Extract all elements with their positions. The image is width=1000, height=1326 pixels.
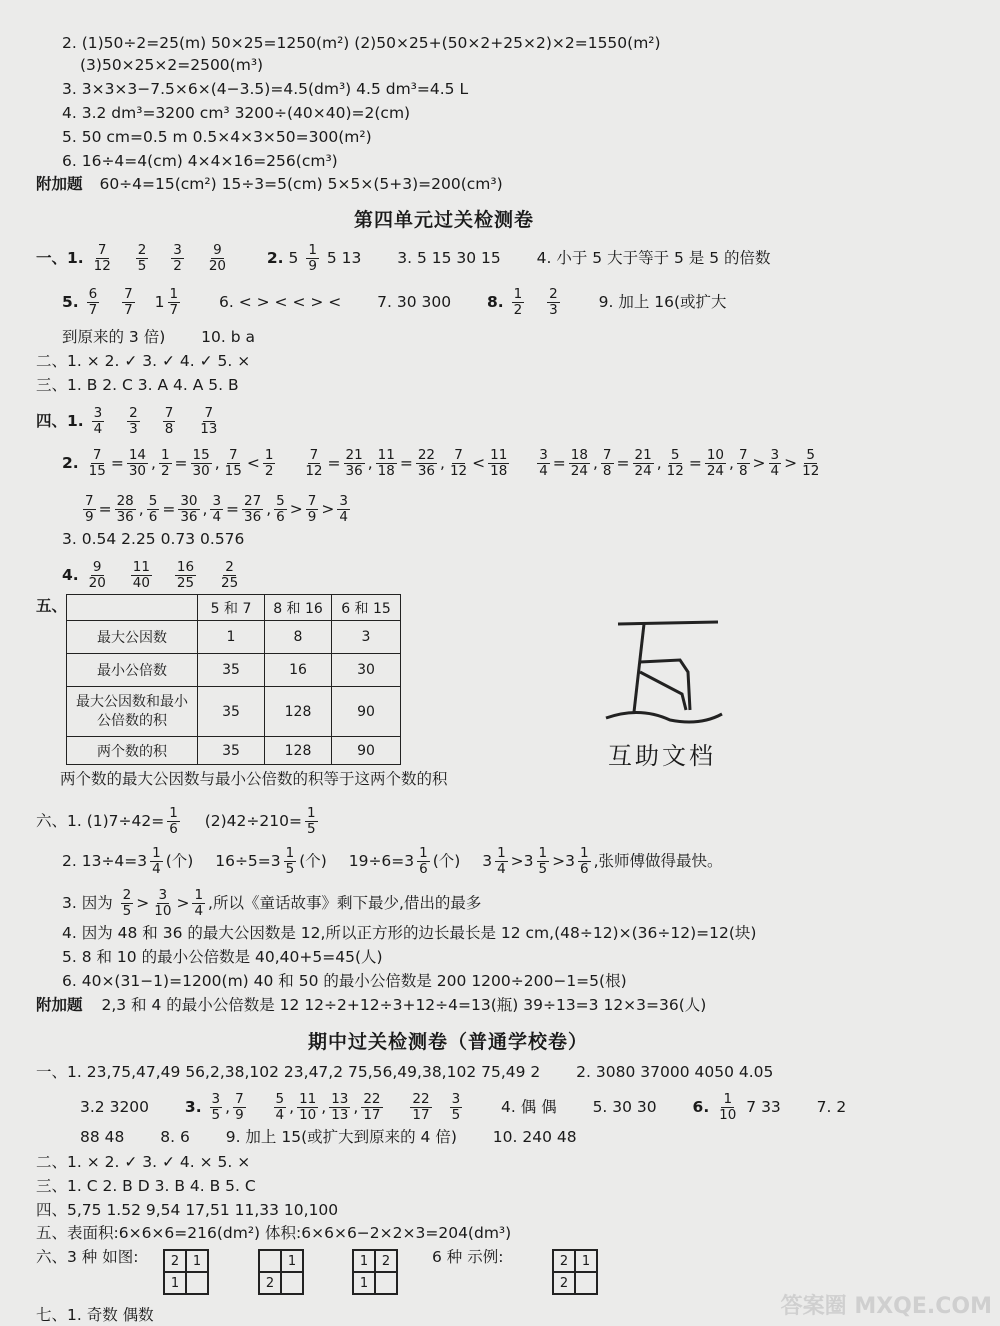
u4-row3 xyxy=(62,328,255,346)
fraction: $\frac{3}{2}$ xyxy=(173,242,182,274)
mid-row2: 3.2 3200 3. $\frac{3}{5}$ , $\frac{7}{9}$ $\frac{5}{4}$ , $\frac{11}{10}$ , $\frac{13}{13}$ , $\frac{22}{17}$ $\frac{22}{17}$ $\frac{3}{5}$ 4. 偶 偶 5. 30 30 6. $\frac{1}{10}$ 7 33 7. 2 xyxy=(80,1091,847,1123)
u4-five-label: 五、 xyxy=(36,597,68,615)
s1-extra xyxy=(36,175,503,193)
table-row: 两个数的积 35 128 90 xyxy=(67,737,401,765)
u4-row1 xyxy=(36,243,771,274)
mid-six-b: 6 种 示例: xyxy=(432,1248,504,1266)
grid-diagram: 1 2 xyxy=(258,1249,304,1295)
fraction: $\frac{7}{13}$ xyxy=(200,405,218,437)
u4-six3: 3. 因为 $\frac{2}{5}$ > $\frac{3}{10}$ > $\frac{1}{4}$ ,所以《童话故事》剩下最少,借出的最多 xyxy=(62,887,482,919)
u4-row2: 5. $\frac{6}{7}$ $\frac{7}{7}$ 1 $\frac{1}{7}$ 6. < > < < > < 7. 30 300 8. $\frac{1}{2}$ $\frac{2}{3}$ 9. 加上 16(或扩大 xyxy=(62,286,727,318)
fraction: $\frac{2}{3}$ xyxy=(129,405,138,437)
u4-six1: 六、1. (1)7÷42= $\frac{1}{6}$ (2)42÷210= $\frac{1}{5}$ xyxy=(36,805,316,837)
s1-line-4: 4. 3.2 dm³=3200 cm³ 3200÷(40×40)=2(cm) xyxy=(62,104,411,122)
u4-four2b: $\frac{7}{9}$ = $\frac{28}{36}$ , $\frac{5}{6}$ = $\frac{30}{36}$ , $\frac{3}{4}$ = $\frac{27}{36}$ , $\frac{5}{6}$ > $\frac{7}{9}$ > $\frac{3}{4}$ xyxy=(85,493,348,525)
u4-four-label: 四、1. xyxy=(36,412,84,430)
fraction: $\frac{2}{3}$ xyxy=(549,286,558,318)
u4-four3: 3. 0.54 2.25 0.73 0.576 xyxy=(62,530,245,548)
mid-one: 一、1. 23,75,47,49 56,2,38,102 23,47,2 75,56,49,38,102 75,49 2 2. 3080 37000 4050 4.05 xyxy=(36,1063,774,1081)
u4-four4: 4. $\frac{9}{20}$ $\frac{11}{40}$ $\frac{16}{25}$ $\frac{2}{25}$ xyxy=(62,559,239,591)
fraction: $\frac{7}{7}$ xyxy=(124,286,133,318)
u4-four2: 2. $\frac{7}{15}$ = $\frac{14}{30}$ , $\frac{1}{2}$ = $\frac{15}{30}$ , $\frac{7}{15}$ < $\frac{1}{2}$ $\frac{7}{12}$ = $\frac{21}{36}$ , $\frac{11}{18}$ = $\frac{22}{36}$ , $\frac{7}{12}$ < $\frac{11}{18}$ $\frac{3}{4}$ = $\frac{18}{24}$ , $\frac{7}{8}$ = $\frac{21}{24}$ , $\frac{5}{12}$ = $\frac{10}{24}$ , $\frac{7}{8}$ > $\frac{3}{4}$ > $\frac{5}{12}$ xyxy=(62,447,820,479)
mid-three: 三、1. C 2. B D 3. B 4. B 5. C xyxy=(36,1177,256,1195)
s1-line-5: 5. 50 cm=0.5 m 0.5×4×3×50=300(m²) xyxy=(62,128,372,146)
fraction: $\frac{1}{7}$ xyxy=(169,286,179,318)
u4-q4: 4. 小于 5 大于等于 5 是 5 的倍数 xyxy=(536,249,771,267)
u4-six2: 2. 13÷4=3 $\frac{1}{4}$ (个) 16÷5=3 $\frac{1}{5}$ (个) 19÷6=3 $\frac{1}{6}$ (个) 3 $\frac{1}{4}$ >3 $\frac{1}{5}$ >3 $\frac{1}{6}$ ,张师傅做得最快。 xyxy=(62,845,723,877)
u4-four2-label: 2. xyxy=(62,454,79,472)
mid-five: 五、表面积:6×6×6=216(dm²) 体积:6×6×6−2×2×3=204(dm³) xyxy=(36,1224,512,1242)
mid-title: 期中过关检测卷（普通学校卷） xyxy=(308,1031,589,1053)
grid-diagram: 2 1 1 xyxy=(163,1249,209,1295)
s1-line-6: 6. 16÷4=4(cm) 4×4×16=256(cm³) xyxy=(62,152,338,170)
u4-extra: 附加题 2,3 和 4 的最小公倍数是 12 12÷2+12÷3+12÷4=13(瓶) 39÷13=3 12×3=36(人) xyxy=(36,996,707,1014)
fraction: $\frac{7}{12}$ xyxy=(93,242,111,274)
u4-q9: 9. 加上 16(或扩大 xyxy=(598,293,727,311)
mid-seven: 七、1. 奇数 偶数 xyxy=(36,1306,154,1324)
u4-six4: 4. 因为 48 和 36 的最大公因数是 12,所以正方形的边长最长是 12 cm,(48÷12)×(36÷12)=12(块) xyxy=(62,924,757,942)
fraction: $\frac{2}{5}$ xyxy=(137,242,147,274)
u4-four1 xyxy=(36,406,222,437)
mid-four: 四、5,75 1.52 9,54 17,51 11,33 10,100 xyxy=(36,1201,339,1219)
u4-q3: 3. 5 15 30 15 xyxy=(397,249,501,267)
s1-line-2a: 2. (1)50÷2=25(m) 50×25=1250(m²) (2)50×25+(50×2+25×2)×2=1550(m²) xyxy=(62,34,661,52)
watermark-text: 互助文档 xyxy=(608,742,716,770)
corner-watermark: 答案圈 MXQE.COM xyxy=(780,1294,992,1319)
extra-label: 附加题 xyxy=(36,175,83,193)
u4-q2-a: 5 xyxy=(288,249,299,267)
u4-q9b: 到原来的 3 倍) xyxy=(62,328,166,346)
u4-one-label: 一、1. xyxy=(36,249,84,267)
watermark-glyph-icon xyxy=(600,614,740,734)
fraction: $\frac{1}{9}$ xyxy=(308,242,317,274)
u4-four4-label: 4. xyxy=(62,566,79,584)
fraction: $\frac{3}{4}$ xyxy=(93,405,103,437)
grid-diagram: 1 2 1 xyxy=(352,1249,398,1295)
u4-q8-label: 8. xyxy=(487,293,504,311)
u4-two: 二、1. × 2. ✓ 3. ✓ 4. ✓ 5. × xyxy=(36,352,251,370)
s1-line-3: 3. 3×3×3−7.5×6×(4−3.5)=4.5(dm³) 4.5 dm³=4.5 L xyxy=(62,80,469,98)
fraction: $\frac{7}{8}$ xyxy=(164,405,174,437)
u4-three: 三、1. B 2. C 3. A 4. A 5. B xyxy=(36,376,239,394)
u4-q7: 7. 30 300 xyxy=(377,293,452,311)
mid-six-a: 六、3 种 如图: xyxy=(36,1248,139,1266)
u4-q2-b: 5 13 xyxy=(326,249,362,267)
fraction: $\frac{9}{20}$ xyxy=(208,242,226,274)
fraction: $\frac{1}{2}$ xyxy=(513,286,523,318)
u4-q10: 10. b a xyxy=(201,328,255,346)
table-row: 最大公因数和最小公倍数的积 35 128 90 xyxy=(67,687,401,737)
u4-q6: 6. < > < < > < xyxy=(219,293,342,311)
mid-two: 二、1. × 2. ✓ 3. ✓ 4. × 5. × xyxy=(36,1153,251,1171)
s1-line-2b: (3)50×25×2=2500(m³) xyxy=(80,56,264,74)
extra-text: 60÷4=15(cm²) 15÷3=5(cm) 5×5×(5+3)=200(cm³) xyxy=(99,175,503,193)
table-row: 最小公倍数 35 16 30 xyxy=(67,654,401,687)
grid-diagram: 2 1 2 xyxy=(552,1249,598,1295)
unit4-title: 第四单元过关检测卷 xyxy=(354,209,535,231)
u4-five-note: 两个数的最大公因数与最小公倍数的积等于这两个数的积 xyxy=(60,770,448,788)
watermark-logo xyxy=(600,614,740,774)
mid-row3: 88 48 8. 6 9. 加上 15(或扩大到原来的 4 倍) 10. 240 48 xyxy=(80,1128,577,1146)
u4-six6: 6. 40×(31−1)=1200(m) 40 和 50 的最小公倍数是 200 1200÷200−1=5(根) xyxy=(62,972,627,990)
u4-q5-label: 5. xyxy=(62,293,79,311)
fraction: $\frac{6}{7}$ xyxy=(88,286,98,318)
table-row: 最大公因数 1 8 3 xyxy=(67,621,401,654)
gcd-lcm-table: 5 和 7 8 和 16 6 和 15 最大公因数 1 8 3 最小公倍数 35 16 30 最大公因数和最小公倍数的积 35 128 90 两个数的积 35 128 90 xyxy=(66,594,401,765)
u4-six5: 5. 8 和 10 的最小公倍数是 40,40+5=45(人) xyxy=(62,948,383,966)
u4-q2-label: 2. xyxy=(266,249,284,267)
